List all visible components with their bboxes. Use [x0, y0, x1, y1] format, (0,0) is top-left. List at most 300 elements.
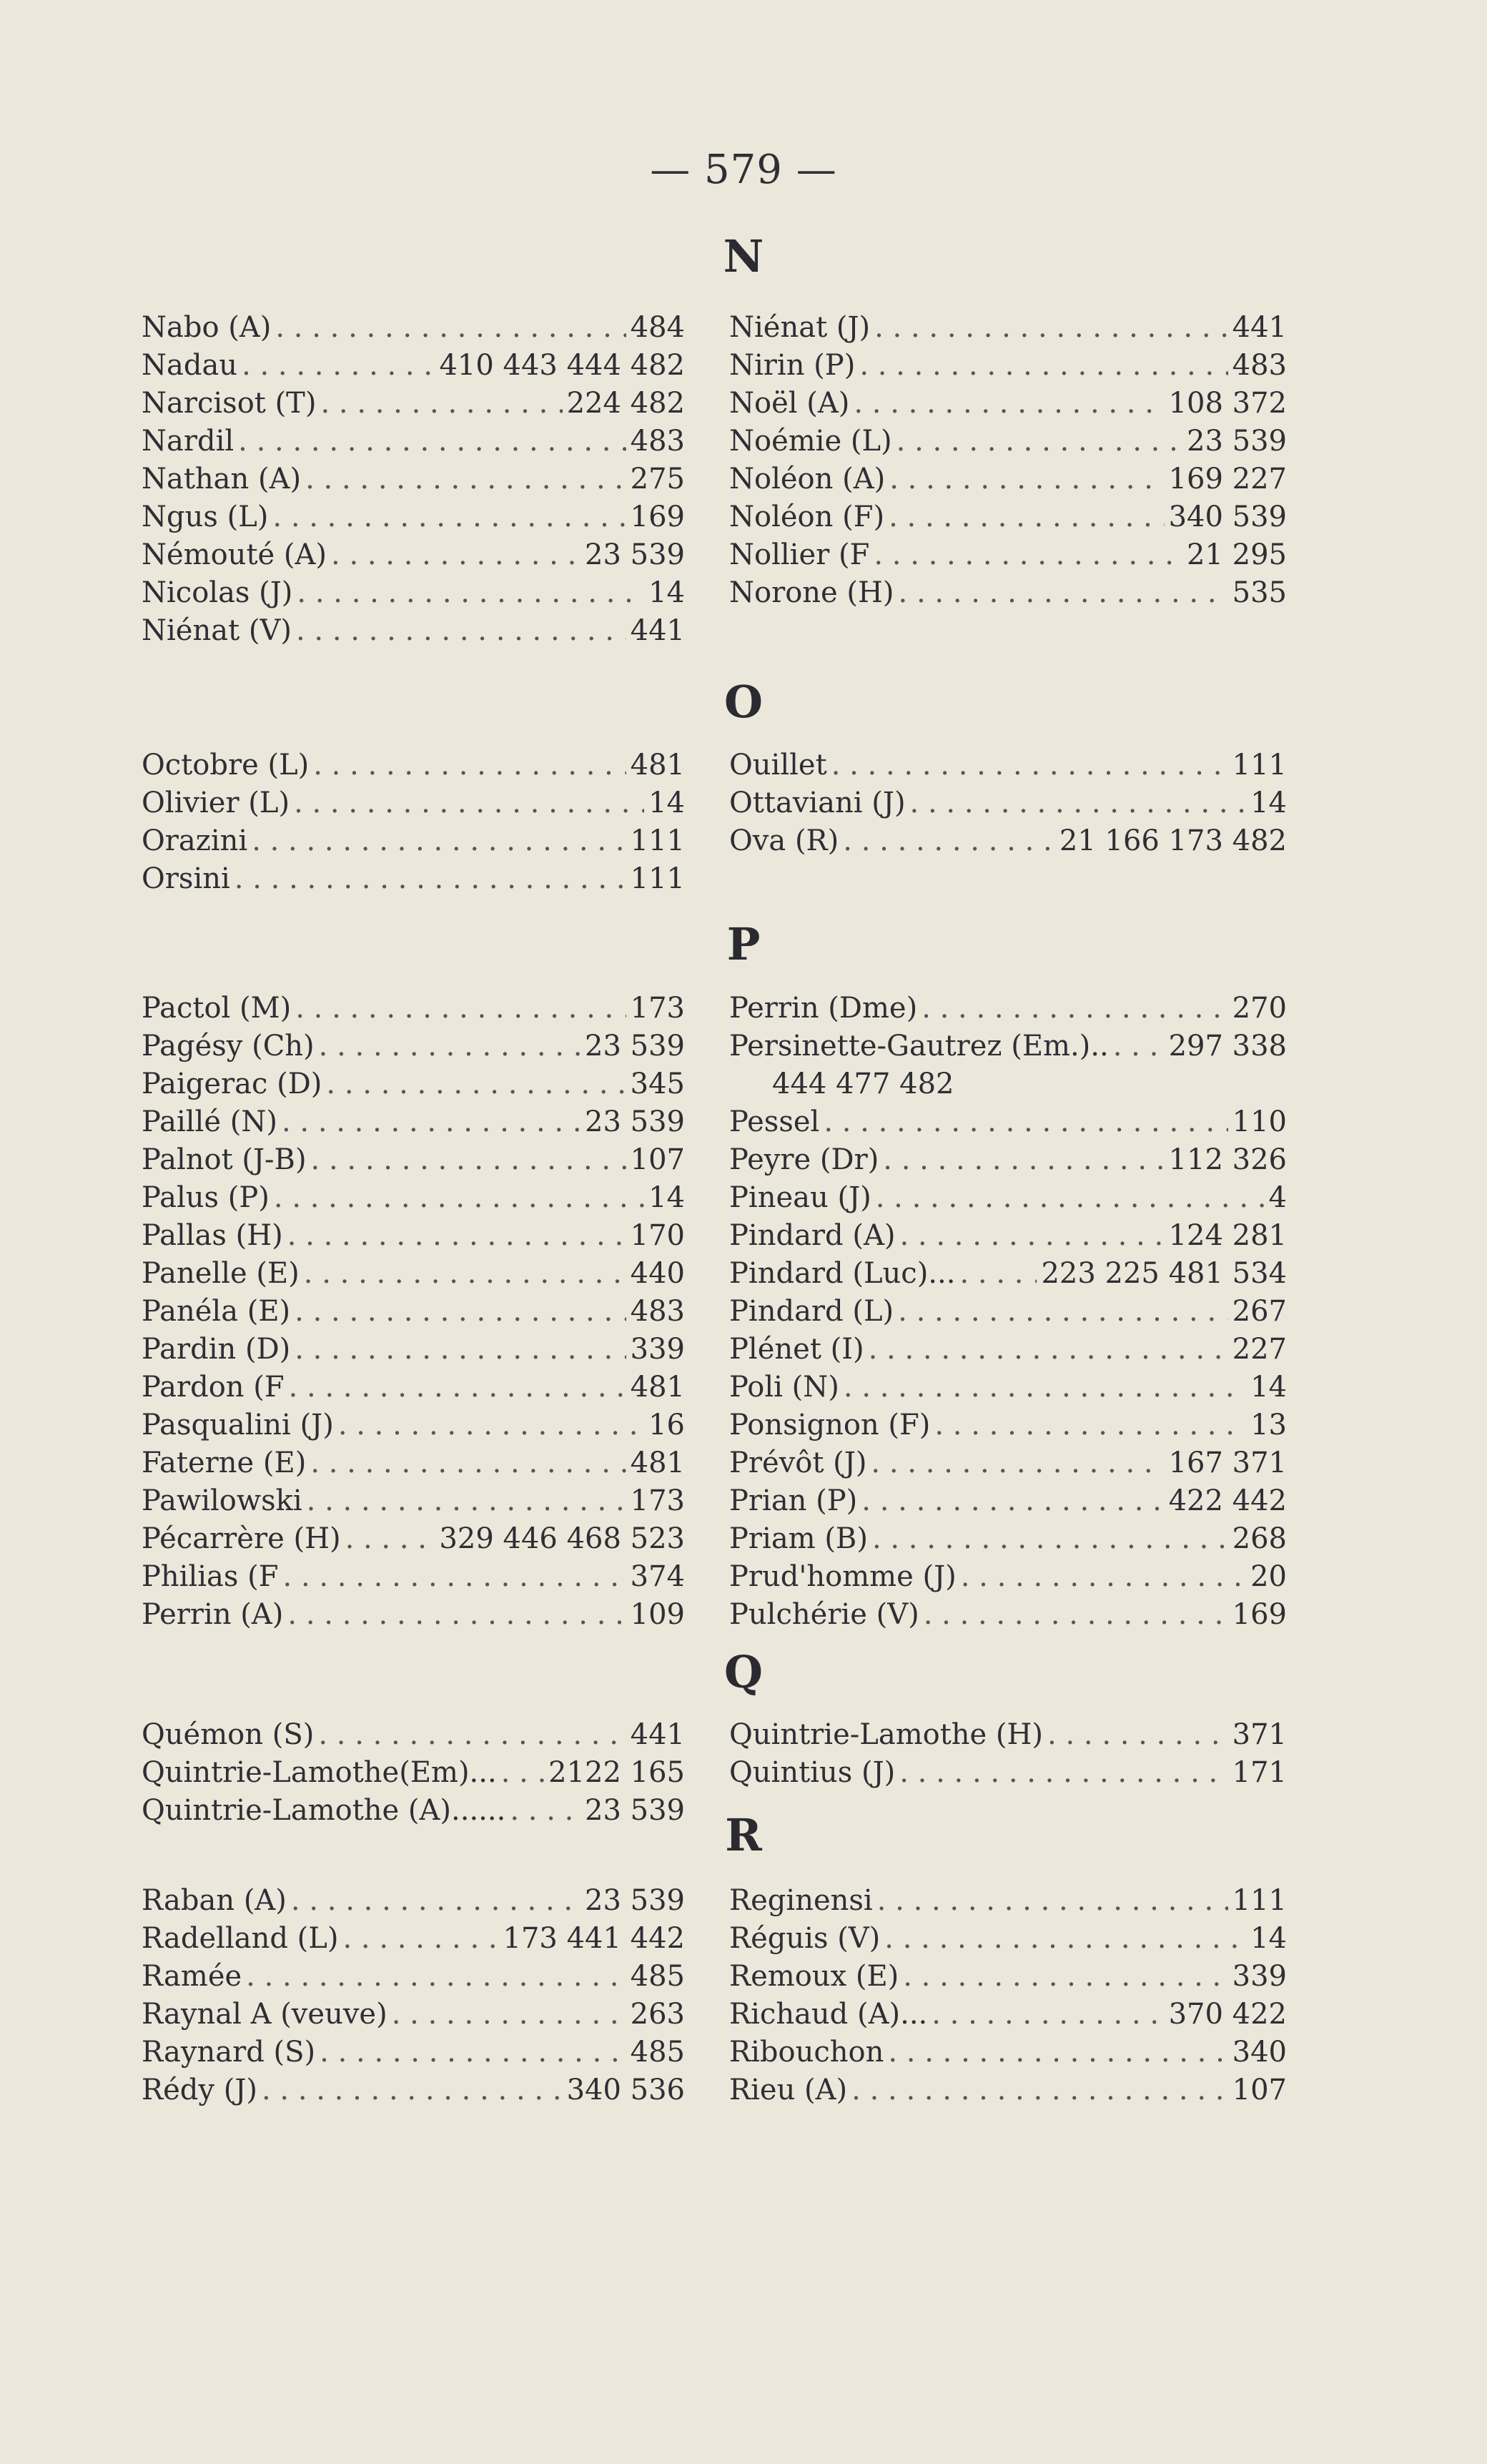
index-entry [729, 1958, 1287, 1996]
entry-refs: 107 [1232, 2074, 1287, 2106]
leader-dots [295, 990, 626, 1028]
entry-refs: 23 539 [585, 1794, 685, 1827]
index-entry [729, 423, 1287, 460]
entry-name: Remoux (E) [729, 1960, 899, 1993]
entry-refs: 21 166 173 482 [1059, 824, 1287, 857]
leader-dots [896, 423, 1182, 460]
entry-refs: 339 [630, 1333, 685, 1366]
entry-name: Panéla (E) [142, 1295, 291, 1328]
index-entry [729, 1103, 1287, 1141]
entry-name: Philias (F [142, 1560, 279, 1593]
index-entry [142, 1558, 685, 1596]
entry-name: Nardil [142, 425, 234, 458]
leader-dots [959, 1255, 1037, 1293]
entry-name: Panelle (E) [142, 1257, 300, 1290]
section-heading-p: P [726, 918, 761, 970]
leader-dots [287, 1217, 626, 1255]
entry-name: Prévôt (J) [729, 1447, 867, 1479]
index-entry [729, 1716, 1287, 1754]
index-entry [729, 498, 1287, 536]
leader-dots [238, 423, 626, 460]
leader-dots [318, 1716, 626, 1754]
leader-dots [311, 1141, 626, 1179]
entry-name: Niénat (J) [729, 311, 871, 344]
entry-refs: 21 295 [1187, 538, 1287, 571]
entry-name: Niénat (V) [142, 614, 292, 647]
entry-refs: 173 [630, 1484, 685, 1517]
index-column-r-right [729, 1882, 1287, 2109]
entry-refs: 371 [1232, 1718, 1287, 1751]
leader-dots [320, 2034, 626, 2071]
entry-refs: 270 [1232, 992, 1287, 1025]
leader-dots [872, 1520, 1228, 1558]
leader-dots [899, 1754, 1227, 1792]
entry-refs: 224 482 [566, 387, 685, 420]
index-entry [142, 498, 685, 536]
leader-dots [272, 498, 626, 536]
leader-dots [1047, 1716, 1228, 1754]
entry-refs: 107 [630, 1143, 685, 1176]
leader-dots [899, 1217, 1164, 1255]
entry-refs: 14 [1250, 1922, 1287, 1955]
leader-dots [326, 1065, 626, 1103]
entry-refs: 111 [630, 862, 685, 895]
entry-refs: 110 [1232, 1105, 1287, 1138]
entry-name: Rieu (A) [729, 2074, 848, 2106]
entry-refs: 297 338 [1168, 1030, 1287, 1063]
entry-name: Pagésy (Ch) [142, 1030, 315, 1063]
entry-refs: 173 441 442 [503, 1922, 685, 1955]
entry-refs: 14 [648, 1181, 685, 1214]
index-entry [142, 1255, 685, 1293]
leader-dots [274, 1179, 644, 1217]
entry-refs: 410 443 444 482 [439, 349, 685, 382]
entry-name: Ponsignon (F) [729, 1409, 931, 1442]
index-entry [142, 1103, 685, 1141]
leader-dots [242, 347, 435, 385]
index-entry [142, 1996, 685, 2034]
index-entry [142, 860, 685, 898]
leader-dots [297, 574, 644, 612]
index-column-p-left [142, 990, 685, 1634]
entry-refs: 23 539 [585, 538, 685, 571]
entry-name: Ouillet [729, 749, 827, 782]
entry-refs: 483 [1232, 349, 1287, 382]
index-entry [142, 1958, 685, 1996]
entry-refs: 112 326 [1168, 1143, 1287, 1176]
index-entry [729, 784, 1287, 822]
index-entry [142, 1596, 685, 1634]
entry-refs: 171 [1232, 1756, 1287, 1789]
index-entry [729, 536, 1287, 574]
leader-dots [843, 822, 1055, 860]
entry-refs: 173 [630, 992, 685, 1025]
leader-dots [282, 1103, 581, 1141]
index-entry [729, 385, 1287, 423]
entry-refs: 441 [1232, 311, 1287, 344]
index-entry [142, 822, 685, 860]
entry-name: Raban (A) [142, 1884, 287, 1917]
index-entry [729, 1141, 1287, 1179]
entry-name: Ramée [142, 1960, 242, 1993]
leader-dots [898, 1293, 1228, 1331]
entry-name: Rédy (J) [142, 2074, 257, 2106]
index-entry [729, 1406, 1287, 1444]
entry-refs: 23 539 [585, 1030, 685, 1063]
index-entry [729, 309, 1287, 347]
entry-name: Nirin (P) [729, 349, 856, 382]
entry-refs: 14 [648, 576, 685, 609]
entry-refs: 422 442 [1168, 1484, 1287, 1517]
entry-refs: 267 [1232, 1295, 1287, 1328]
leader-dots [859, 347, 1227, 385]
entry-name: Palus (P) [142, 1181, 270, 1214]
entry-name: Octobre (L) [142, 749, 310, 782]
index-entry [142, 1882, 685, 1920]
section-heading-n: N [723, 230, 764, 282]
entry-refs: 484 [630, 311, 685, 344]
index-entry [142, 1369, 685, 1406]
entry-name: Ottaviani (J) [729, 787, 906, 819]
index-entry [729, 822, 1287, 860]
index-entry [142, 1920, 685, 1958]
entry-refs: 23 539 [1187, 425, 1287, 458]
entry-refs: 170 [630, 1219, 685, 1252]
entry-name: Quintrie-Lamothe (H) [729, 1718, 1044, 1751]
index-entry [729, 2034, 1287, 2071]
entry-refs: 275 [630, 463, 685, 496]
page-number: — 579 — [650, 147, 837, 193]
entry-refs: 109 [630, 1598, 685, 1631]
entry-refs: 4 [1268, 1181, 1287, 1214]
index-entry [142, 1406, 685, 1444]
leader-dots [874, 536, 1182, 574]
entry-name: Pindard (A) [729, 1219, 896, 1252]
index-entry [729, 1882, 1287, 1920]
index-entry [729, 1444, 1287, 1482]
entry-name: Pessel [729, 1105, 820, 1138]
entry-name: Pactol (M) [142, 992, 292, 1025]
index-entry [729, 574, 1287, 612]
entry-name: Reginensi [729, 1884, 873, 1917]
leader-dots [884, 1920, 1246, 1958]
index-list-p-right-first [729, 990, 1287, 1065]
entry-name: Richaud (A)... [729, 1998, 928, 2031]
leader-dots [932, 1996, 1164, 2034]
index-entry [142, 1141, 685, 1179]
entry-name: Noémie (L) [729, 425, 892, 458]
entry-refs: 483 [630, 1295, 685, 1328]
entry-name: Nabo (A) [142, 311, 272, 344]
leader-dots [934, 1406, 1246, 1444]
entry-refs: 23 539 [585, 1105, 685, 1138]
index-entry [729, 1331, 1287, 1369]
entry-refs: 340 [1232, 2036, 1287, 2069]
entry-name: Ngus (L) [142, 501, 269, 533]
index-entry [142, 1065, 685, 1103]
leader-dots [831, 746, 1228, 784]
entry-name: Némouté (A) [142, 538, 327, 571]
entry-refs: 111 [1232, 749, 1287, 782]
entry-name: Palnot (J-B) [142, 1143, 307, 1176]
leader-dots [888, 2034, 1227, 2071]
entry-refs: 340 539 [1168, 501, 1287, 533]
leader-dots [903, 1958, 1227, 1996]
index-entry [142, 1179, 685, 1217]
entry-refs: 108 372 [1168, 387, 1287, 420]
entry-refs: 440 [630, 1257, 685, 1290]
leader-dots [854, 385, 1164, 423]
index-column-o-left [142, 746, 685, 898]
index-list-p-right-rest [729, 1103, 1287, 1634]
section-heading-o: O [723, 676, 763, 728]
entry-refs: 111 [630, 824, 685, 857]
entry-name: Radelland (L) [142, 1922, 339, 1955]
index-entry [729, 1754, 1287, 1792]
index-entry [729, 1255, 1287, 1293]
index-entry [729, 460, 1287, 498]
entry-name: Noléon (A) [729, 463, 886, 496]
index-entry [729, 1028, 1287, 1065]
index-entry [142, 574, 685, 612]
entry-name: Nadau [142, 349, 238, 382]
entry-refs: 223 225 481 534 [1041, 1257, 1287, 1290]
leader-dots [844, 1369, 1246, 1406]
leader-dots [342, 1920, 498, 1958]
leader-dots [307, 1482, 626, 1520]
index-entry [142, 784, 685, 822]
entry-name: Plénet (I) [729, 1333, 864, 1366]
entry-name: Pardin (D) [142, 1333, 291, 1366]
entry-name: Pulchérie (V) [729, 1598, 919, 1631]
leader-dots [262, 2071, 563, 2109]
leader-dots [961, 1558, 1246, 1596]
entry-refs: 481 [630, 749, 685, 782]
leader-dots [877, 1882, 1228, 1920]
index-entry [142, 460, 685, 498]
entry-name: Raynard (S) [142, 2036, 316, 2069]
entry-refs: 268 [1232, 1522, 1287, 1555]
entry-name: Noël (A) [729, 387, 850, 420]
index-entry [729, 1179, 1287, 1217]
entry-refs: 124 281 [1168, 1219, 1287, 1252]
index-column-n-left [142, 309, 685, 650]
index-entry [729, 746, 1287, 784]
leader-dots [304, 1255, 626, 1293]
index-column-o-right [729, 746, 1287, 860]
entry-refs: 485 [630, 1960, 685, 1993]
index-entry [729, 1558, 1287, 1596]
entry-name: Prud'homme (J) [729, 1560, 957, 1593]
entry-name: Nathan (A) [142, 463, 302, 496]
entry-refs: 485 [630, 2036, 685, 2069]
entry-refs: 444 477 482 [772, 1068, 954, 1100]
entry-name: Quintrie-Lamothe(Em)... [142, 1756, 497, 1789]
entry-name: Pécarrère (H) [142, 1522, 341, 1555]
entry-refs: 14 [648, 787, 685, 819]
leader-dots [295, 1293, 626, 1331]
leader-dots [910, 784, 1247, 822]
entry-name: Norone (H) [729, 576, 894, 609]
index-column-q-right [729, 1716, 1287, 1792]
leader-dots [331, 536, 581, 574]
index-column-p-right [729, 990, 1287, 1634]
entry-name: Perrin (Dme) [729, 992, 918, 1025]
leader-dots [889, 498, 1165, 536]
entry-name: Pawilowski [142, 1484, 302, 1517]
entry-refs: 167 371 [1168, 1447, 1287, 1479]
leader-dots [310, 1444, 626, 1482]
leader-dots [287, 1596, 626, 1634]
entry-refs: 13 [1250, 1409, 1287, 1442]
entry-refs: 535 [1232, 576, 1287, 609]
leader-dots [291, 1882, 581, 1920]
index-entry [142, 1293, 685, 1331]
index-entry [729, 2071, 1287, 2109]
leader-dots [338, 1406, 644, 1444]
entry-name: Pardon (F [142, 1371, 285, 1404]
entry-name: Poli (N) [729, 1371, 839, 1404]
entry-refs: 329 446 468 523 [439, 1522, 685, 1555]
entry-refs: 483 [630, 425, 685, 458]
index-entry [142, 1444, 685, 1482]
entry-name: Orsini [142, 862, 230, 895]
index-entry [729, 1482, 1287, 1520]
entry-refs: 111 [1232, 1884, 1287, 1917]
leader-dots [296, 612, 626, 650]
leader-dots [883, 1141, 1164, 1179]
leader-dots [501, 1754, 544, 1792]
entry-name: Ova (R) [729, 824, 839, 857]
entry-name: Faterne (E) [142, 1447, 307, 1479]
index-entry [142, 347, 685, 385]
entry-name: Paillé (N) [142, 1105, 277, 1138]
index-entry [142, 1482, 685, 1520]
entry-name: Pineau (J) [729, 1181, 871, 1214]
index-entry [142, 2071, 685, 2109]
entry-refs: 441 [630, 614, 685, 647]
leader-dots [392, 1996, 626, 2034]
index-entry [729, 347, 1287, 385]
leader-dots [305, 460, 626, 498]
index-entry [729, 1369, 1287, 1406]
leader-dots [1113, 1028, 1165, 1065]
entry-name: Pasqualini (J) [142, 1409, 334, 1442]
entry-refs: 169 [630, 501, 685, 533]
index-entry [729, 1996, 1287, 2034]
leader-dots [319, 1028, 581, 1065]
section-heading-q: Q [723, 1646, 763, 1698]
index-entry [142, 1520, 685, 1558]
leader-dots [876, 1179, 1265, 1217]
entry-name: Pindard (L) [729, 1295, 894, 1328]
index-entry [729, 1293, 1287, 1331]
entry-refs: 370 422 [1168, 1998, 1287, 2031]
leader-dots [289, 1369, 626, 1406]
leader-dots [861, 1482, 1164, 1520]
entry-name: Perrin (A) [142, 1598, 284, 1631]
index-entry [142, 385, 685, 423]
index-entry [142, 1754, 685, 1792]
entry-name: Orazini [142, 824, 248, 857]
index-entry [729, 1920, 1287, 1958]
entry-name: Nollier (F [729, 538, 870, 571]
entry-name: Noléon (F) [729, 501, 885, 533]
leader-dots [252, 822, 626, 860]
index-column-n-right [729, 309, 1287, 612]
entry-name: Peyre (Dr) [729, 1143, 879, 1176]
entry-refs: 169 227 [1168, 463, 1287, 496]
entry-refs: 374 [630, 1560, 685, 1593]
index-entry [142, 536, 685, 574]
leader-dots [922, 990, 1227, 1028]
index-entry [142, 612, 685, 650]
entry-name: Prian (P) [729, 1484, 858, 1517]
leader-dots [924, 1596, 1228, 1634]
entry-refs: 169 [1232, 1598, 1287, 1631]
leader-dots [871, 1444, 1164, 1482]
entry-refs: 263 [630, 1998, 685, 2031]
entry-name: Quémon (S) [142, 1718, 315, 1751]
leader-dots [345, 1520, 435, 1558]
leader-dots [283, 1558, 626, 1596]
index-entry [142, 423, 685, 460]
entry-name: Olivier (L) [142, 787, 290, 819]
entry-refs: 227 [1232, 1333, 1287, 1366]
entry-refs: 481 [630, 1447, 685, 1479]
index-entry [142, 1217, 685, 1255]
entry-refs: 14 [1250, 787, 1287, 819]
leader-dots [320, 385, 562, 423]
leader-dots [246, 1958, 626, 1996]
entry-refs: 2122 165 [548, 1756, 685, 1789]
leader-dots [824, 1103, 1227, 1141]
entry-name: Persinette-Gautrez (Em.).. [729, 1030, 1109, 1063]
index-entry [142, 309, 685, 347]
entry-refs: 16 [648, 1409, 685, 1442]
entry-refs: 339 [1232, 1960, 1287, 1993]
leader-dots [869, 1331, 1228, 1369]
entry-name: Quintius (J) [729, 1756, 896, 1789]
entry-refs: 23 539 [585, 1884, 685, 1917]
leader-dots [874, 309, 1228, 347]
entry-name: Raynal A (veuve) [142, 1998, 387, 2031]
entry-name: Nicolas (J) [142, 576, 293, 609]
leader-dots [899, 574, 1228, 612]
section-heading-r: R [725, 1809, 762, 1861]
entry-refs: 20 [1250, 1560, 1287, 1593]
index-entry [142, 1331, 685, 1369]
entry-refs: 14 [1250, 1371, 1287, 1404]
index-entry [142, 746, 685, 784]
index-entry [729, 1520, 1287, 1558]
leader-dots [851, 2071, 1227, 2109]
entry-name: Quintrie-Lamothe (A)...... [142, 1794, 506, 1827]
leader-dots [889, 460, 1164, 498]
index-entry-continuation [729, 1065, 1287, 1103]
entry-name: Pindard (Luc)... [729, 1257, 956, 1290]
leader-dots [234, 860, 626, 898]
entry-refs: 340 536 [566, 2074, 685, 2106]
index-entry [729, 1596, 1287, 1634]
entry-name: Paigerac (D) [142, 1068, 322, 1100]
index-entry [142, 2034, 685, 2071]
leader-dots [294, 784, 644, 822]
index-entry [142, 1028, 685, 1065]
entry-refs: 441 [630, 1718, 685, 1751]
leader-dots [313, 746, 626, 784]
leader-dots [295, 1331, 626, 1369]
